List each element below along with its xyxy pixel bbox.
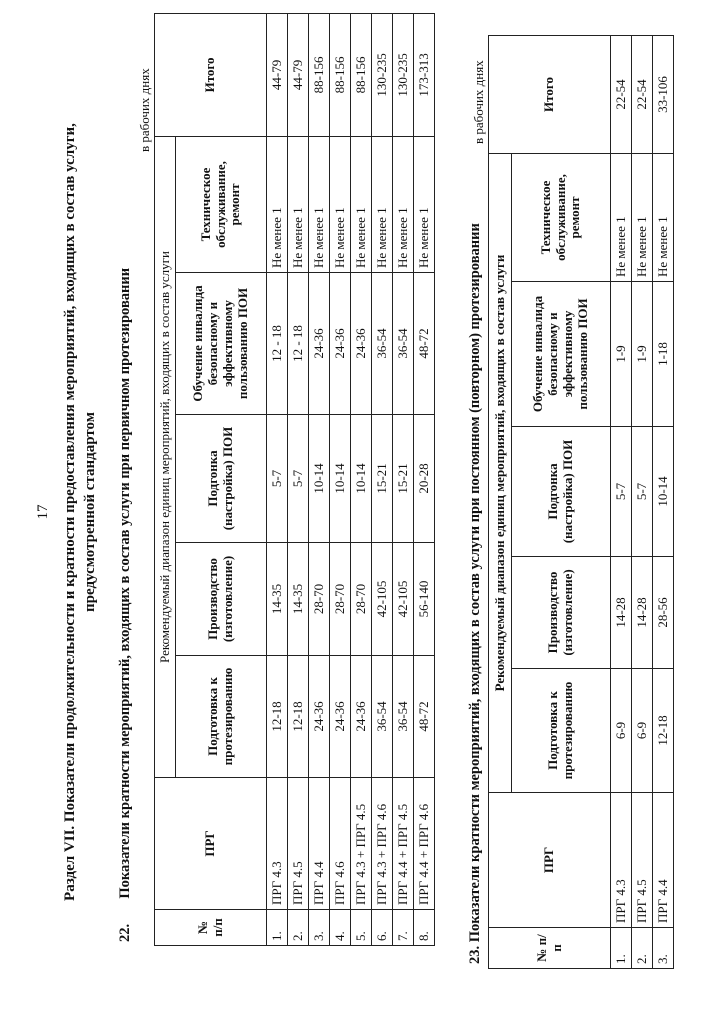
table22-cell-prg: ПРГ 4.3 <box>267 778 288 910</box>
table22-row <box>330 13 351 945</box>
table23-header-group: Рекомендуемый диапазон единиц мероприятий, входящих в состав услуги <box>489 154 512 793</box>
table23-row <box>611 36 632 969</box>
table22-cell-num: 8. <box>414 910 435 946</box>
table23-cell-prep: 6-9 <box>611 669 632 793</box>
table23-header-fit: Подгонка (настройка) ПОИ <box>512 427 611 557</box>
table22-row <box>372 13 393 945</box>
table22-cell-fit: 15-21 <box>393 415 414 543</box>
table22-cell-prod: 42-105 <box>393 543 414 656</box>
table22-header-train: Обучение инвалида безопасному и эффективному пользованию ПОИ <box>176 273 267 415</box>
table22-cell-tech: Не менее 1 <box>414 136 435 272</box>
table23-body <box>611 36 674 969</box>
table22-cell-train: 24-36 <box>330 273 351 415</box>
table22-cell-prod: 14-35 <box>288 543 309 656</box>
table23 <box>488 35 674 969</box>
table22-cell-num: 7. <box>393 910 414 946</box>
table22-cell-num: 2. <box>288 910 309 946</box>
table22-cell-fit: 20-28 <box>414 415 435 543</box>
table23-header-tech: Техническое обслуживание, ремонт <box>512 154 611 282</box>
table22-row <box>414 13 435 945</box>
table22-cell-num: 3. <box>309 910 330 946</box>
table22-header-tech: Техническое обслуживание, ремонт <box>176 136 267 272</box>
table23-header-prep: Подготовка к протезированию <box>512 669 611 793</box>
table22-row <box>288 13 309 945</box>
table23-cell-prod: 14-28 <box>632 557 653 669</box>
table23-row <box>653 36 674 969</box>
table22-cell-total: 88-156 <box>351 13 372 136</box>
table22-cell-fit: 10-14 <box>330 415 351 543</box>
section-title-line-1: Раздел VII. Показатели продолжительности и кратности предоставления мероприятий, входящих в состав услуги, <box>62 123 78 901</box>
table23-cell-prep: 6-9 <box>632 669 653 793</box>
table23-cell-num: 1. <box>611 928 632 969</box>
table22-cell-prep: 12-18 <box>288 656 309 778</box>
table23-cell-tech: Не менее 1 <box>611 154 632 282</box>
table23-header-row-1 <box>489 36 512 969</box>
table23-cell-fit: 5-7 <box>611 427 632 557</box>
page-number: 17 <box>35 504 51 520</box>
table22-row <box>309 13 330 945</box>
table22-cell-prod: 28-70 <box>351 543 372 656</box>
table22-cell-train: 36-54 <box>372 273 393 415</box>
table22-cell-fit: 15-21 <box>372 415 393 543</box>
table22-cell-train: 12 - 18 <box>288 273 309 415</box>
table23-cell-prep: 12-18 <box>653 669 674 793</box>
table22-cell-train: 12 - 18 <box>267 273 288 415</box>
table23-cell-train: 1-9 <box>632 282 653 427</box>
table22-cell-prep: 24-36 <box>351 656 372 778</box>
table22-cell-train: 24-36 <box>309 273 330 415</box>
table23-header-total: Итого <box>489 36 611 154</box>
table22-cell-prg: ПРГ 4.6 <box>330 778 351 910</box>
table23-cell-total: 22-54 <box>611 36 632 154</box>
table23-header-train: Обучение инвалида безопасному и эффективному пользованию ПОИ <box>512 282 611 427</box>
table23-header-prod: Производство (изготовление) <box>512 557 611 669</box>
table22-cell-prod: 28-70 <box>309 543 330 656</box>
table22-cell-prg: ПРГ 4.4 <box>309 778 330 910</box>
table22-header-fit: Подгонка (настройка) ПОИ <box>176 415 267 543</box>
table22-cell-tech: Не менее 1 <box>351 136 372 272</box>
table22-cell-prod: 56-140 <box>414 543 435 656</box>
table22-cell-prod: 28-70 <box>330 543 351 656</box>
table23-cell-train: 1-9 <box>611 282 632 427</box>
table23-cell-prg: ПРГ 4.5 <box>632 793 653 928</box>
table22-cell-total: 88-156 <box>309 13 330 136</box>
table22-cell-tech: Не менее 1 <box>309 136 330 272</box>
table23-cell-num: 2. <box>632 928 653 969</box>
table22-cell-prep: 24-36 <box>309 656 330 778</box>
table22-cell-num: 1. <box>267 910 288 946</box>
table22-cell-prod: 42-105 <box>372 543 393 656</box>
table22-header-prep: Подготовка к протезированию <box>176 656 267 778</box>
table23-cell-fit: 10-14 <box>653 427 674 557</box>
table23-cell-tech: Не менее 1 <box>632 154 653 282</box>
table23-unit-label: в рабочих днях <box>471 60 486 144</box>
table22-header-prod: Производство (изготовление) <box>176 543 267 656</box>
section-title-line-2: предусмотренной стандартом <box>82 412 98 612</box>
table23-number: 23. <box>467 945 483 964</box>
table22-body <box>267 13 435 945</box>
table22-cell-total: 130-235 <box>393 13 414 136</box>
table23-cell-prg: ПРГ 4.3 <box>611 793 632 928</box>
table22-cell-prep: 36-54 <box>393 656 414 778</box>
table22-cell-train: 36-54 <box>393 273 414 415</box>
table23-cell-prg: ПРГ 4.4 <box>653 793 674 928</box>
table22-header-prg: ПРГ <box>155 778 267 910</box>
table22-cell-prod: 14-35 <box>267 543 288 656</box>
table22-cell-fit: 5-7 <box>267 415 288 543</box>
table22-cell-train: 48-72 <box>414 273 435 415</box>
table22-unit-label: в рабочих днях <box>137 68 152 152</box>
table22-cell-total: 44-79 <box>288 13 309 136</box>
table23-cell-fit: 5-7 <box>632 427 653 557</box>
table22-number: 22. <box>117 923 133 942</box>
table22-cell-tech: Не менее 1 <box>372 136 393 272</box>
table22-cell-prep: 12-18 <box>267 656 288 778</box>
table22-cell-total: 173-313 <box>414 13 435 136</box>
table23-cell-prod: 14-28 <box>611 557 632 669</box>
table22-cell-tech: Не менее 1 <box>288 136 309 272</box>
table22-cell-prep: 24-36 <box>330 656 351 778</box>
table22-cell-num: 4. <box>330 910 351 946</box>
table23-caption: Показатели кратности мероприятий, входящих в состав услуги при постоянном (повторном) протезировании <box>467 223 483 943</box>
table22-header-total: Итого <box>155 13 267 136</box>
table22-cell-fit: 10-14 <box>351 415 372 543</box>
table22-caption-block <box>117 268 134 942</box>
table23-caption-block <box>467 223 484 964</box>
table22-row <box>393 13 414 945</box>
table22-cell-prg: ПРГ 4.4 + ПРГ 4.5 <box>393 778 414 910</box>
table22-cell-fit: 10-14 <box>309 415 330 543</box>
table23-header-num: № п/п <box>489 928 611 969</box>
table23-cell-total: 22-54 <box>632 36 653 154</box>
table23-cell-prod: 28-56 <box>653 557 674 669</box>
table22-row <box>351 13 372 945</box>
table22-cell-num: 5. <box>351 910 372 946</box>
table22-cell-total: 130-235 <box>372 13 393 136</box>
table22 <box>154 13 435 946</box>
table22-cell-tech: Не менее 1 <box>267 136 288 272</box>
table22-cell-prg: ПРГ 4.3 + ПРГ 4.5 <box>351 778 372 910</box>
table22-header-row-1 <box>155 13 176 945</box>
table22-cell-prg: ПРГ 4.5 <box>288 778 309 910</box>
table22-cell-num: 6. <box>372 910 393 946</box>
table23-cell-train: 1-18 <box>653 282 674 427</box>
table22-cell-prep: 36-54 <box>372 656 393 778</box>
table22-cell-total: 44-79 <box>267 13 288 136</box>
table22-cell-prg: ПРГ 4.4 + ПРГ 4.6 <box>414 778 435 910</box>
table22-header-group: Рекомендуемый диапазон единиц мероприятий, входящих в состав услуги <box>155 136 176 777</box>
table22-row <box>267 13 288 945</box>
table22-caption: Показатели кратности мероприятий, входящих в состав услуги при первичном протезировании <box>117 267 133 899</box>
table22-header-num: № п/п <box>155 910 267 946</box>
table22-cell-total: 88-156 <box>330 13 351 136</box>
table23-cell-num: 3. <box>653 928 674 969</box>
table22-cell-fit: 5-7 <box>288 415 309 543</box>
table22-cell-prg: ПРГ 4.3 + ПРГ 4.6 <box>372 778 393 910</box>
table23-row <box>632 36 653 969</box>
table22-cell-train: 24-36 <box>351 273 372 415</box>
table22-cell-tech: Не менее 1 <box>393 136 414 272</box>
table23-header-prg: ПРГ <box>489 793 611 928</box>
table22-cell-prep: 48-72 <box>414 656 435 778</box>
table22-cell-tech: Не менее 1 <box>330 136 351 272</box>
table23-cell-tech: Не менее 1 <box>653 154 674 282</box>
table23-cell-total: 33-106 <box>653 36 674 154</box>
